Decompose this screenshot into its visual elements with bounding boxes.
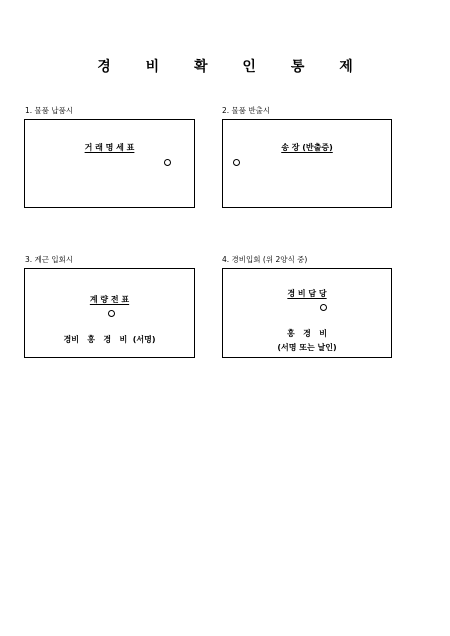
- section-2-box: [222, 119, 392, 208]
- section-4-box-line2: 홍 경 비: [287, 329, 327, 338]
- section-3-box-footer: 경비 홍 경 비 (서명): [63, 335, 156, 344]
- section-4-box: [222, 268, 392, 358]
- section-3-label: 3. 계근 입회시: [25, 255, 74, 264]
- section-1-label: 1. 물품 납품시: [25, 106, 74, 115]
- section-1-box-title: 거 래 명 세 표: [84, 143, 135, 152]
- section-4-label: 4. 경비입회 (위 2양식 중): [222, 255, 308, 264]
- section-2-box-title: 송 장 (반출증): [281, 143, 333, 152]
- circle-stamp-icon: [108, 310, 115, 317]
- circle-stamp-icon: [233, 159, 240, 166]
- section-4-box-line3: (서명 또는 날인): [277, 343, 337, 352]
- section-2-label: 2. 물품 반출시: [222, 106, 271, 115]
- section-3-box: [24, 268, 195, 358]
- circle-stamp-icon: [164, 159, 171, 166]
- circle-stamp-icon: [320, 304, 327, 311]
- section-1-box: [24, 119, 195, 208]
- section-3-box-title: 계 량 전 표: [89, 295, 130, 304]
- page-title: 경 비 확 인 통 제: [97, 59, 368, 75]
- section-4-box-title: 경 비 담 당: [287, 289, 327, 298]
